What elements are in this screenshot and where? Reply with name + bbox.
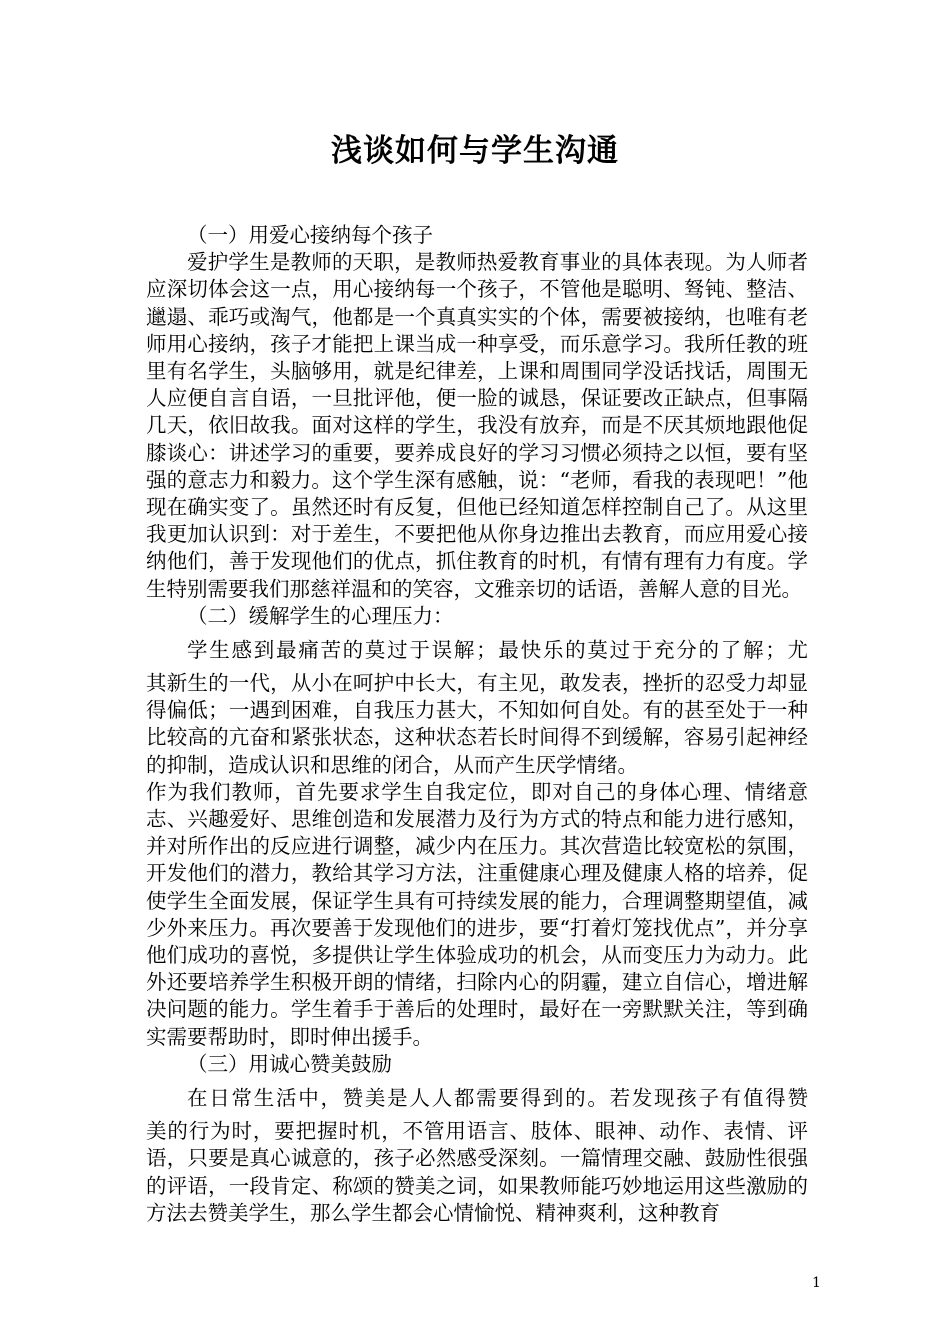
section-2-continuation: 其新生的一代，从小在呵护中长大，有主见，敢发表，挫折的忍受力却显得偏低；一遇到困难，自我压力甚大，不知如何自处。有的甚至处于一种比较高的亢奋和紧张状态，这种状态若长时间得不到缓解，容易引起神经的抑制，造成认识和思维的闭合，从而产生厌学情绪。 <box>146 671 808 777</box>
section-heading-3: （三）用诚心赞美鼓励 <box>187 1051 392 1076</box>
section-2-first-line: 学生感到最痛苦的莫过于误解；最快乐的莫过于充分的了解；尤 <box>187 638 808 663</box>
section-1-paragraph: 爱护学生是教师的天职，是教师热爱教育事业的具体表现。为人师者应深切体会这一点，用心接纳每一个孩子，不管他是聪明、驽钝、整洁、邋遢、乖巧或淘气，他都是一个真真实实的个体，需要被接纳，也唯有老师用心接纳，孩子才能把上课当成一种享受，而乐意学习。我所任教的班里有名学生，头脑够用，就是纪律差，上课和周围同学没话找话，周围无人应便自言自语，一旦批评他，便一脸的诚恳，保证要改正缺点，但事隔几天，依旧故我。面对这样的学生，我没有放弃，而是不厌其烦地跟他促膝谈心：讲述学习的重要，要养成良好的学习习惯必须持之以恒，要有坚强的意志力和毅力。这个学生深有感触，说：“老师，看我的表现吧！”他现在确实变了。虽然还时有反复，但他已经知道怎样控制自己了。从这里我更加认识到：对于差生，不要把他从你身边推出去教育，而应用爱心接纳他们，善于发现他们的优点，抓住教育的时机，有情有理有力有度。学生特别需要我们那慈祥温和的笑容，文雅亲切的话语，善解人意的目光。 <box>146 250 808 601</box>
section-heading-1: （一）用爱心接纳每个孩子 <box>187 223 433 247</box>
section-3-first-line: 在日常生活中，赞美是人人都需要得到的。若发现孩子有值得赞 <box>187 1086 808 1111</box>
page-number: 1 <box>812 1275 821 1291</box>
document-title: 浅谈如何与学生沟通 <box>331 133 619 169</box>
document-body <box>146 222 808 1227</box>
section-2-paragraph-2: 作为我们教师，首先要求学生自我定位，即对自己的身体心理、情绪意志、兴趣爱好、思维创造和发展潜力及行为方式的特点和能力进行感知，并对所作出的反应进行调整，减少内在压力。其次营造比较宽松的氛围，开发他们的潜力，教给其学习方法，注重健康心理及健康人格的培养，促使学生全面发展，保证学生具有可持续发展的能力，合理调整期望值，减少外来压力。再次要善于发现他们的进步，要“打着灯笼找优点”，并分享他们成功的喜悦，多提供让学生体验成功的机会，从而变压力为动力。此外还要培养学生积极开朗的情绪，扫除内心的阴霾，建立自信心，增进解决问题的能力。学生着手于善后的处理时，最好在一旁默默关注，等到确实需要帮助时，即时伸出援手。 <box>146 779 808 1049</box>
section-heading-2: （二）缓解学生的心理压力： <box>187 603 454 628</box>
section-3-continuation: 美的行为时，要把握时机，不管用语言、肢体、眼神、动作、表情、评语，只要是真心诚意的，孩子必然感受深刻。一篇情理交融、鼓励性很强的评语，一段肯定、称颂的赞美之词，如果教师能巧妙地运用这些激励的方法去赞美学生，那么学生都会心情愉悦、精神爽利，这种教育 <box>146 1119 808 1225</box>
